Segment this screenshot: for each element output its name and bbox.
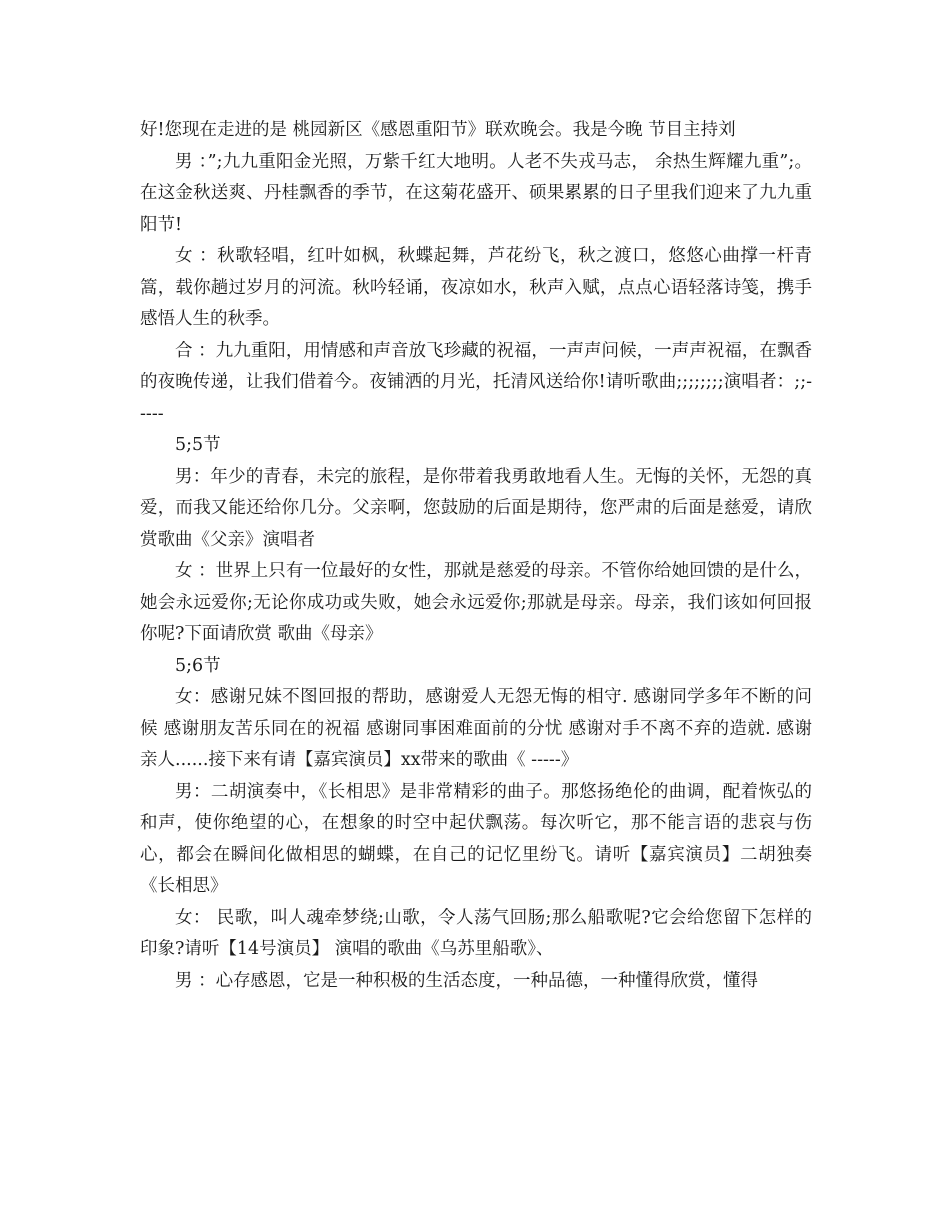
- paragraph-female-folk-song: 女： 民歌，叫人魂牵梦绕;山歌，令人荡气回肠;那么船歌呢?它会给您留下怎样的印象?请听【14号演员】 演唱的歌曲《乌苏里船歌》、: [140, 907, 812, 959]
- paragraph-together: 合 ：九九重阳，用情感和声音放飞珍藏的祝福，一声声问候，一声声祝福，在飘香的夜晚传递，让我们借着今。夜铺洒的月光，托清风送给你!请听歌曲;;;;;;;;演唱者：;;-----: [140, 340, 812, 424]
- paragraph-female-mother: 女 ：世界上只有一位最好的女性，那就是慈爱的母亲。不管你给她回馈的是什么，她会永远爱你;无论你成功或失败，她会永远爱你;那就是母亲。母亲，我们该如何回报你呢?下面请欣赏 歌曲《母亲》: [140, 561, 812, 644]
- paragraph-female-host-1: 女 ：秋歌轻唱，红叶如枫，秋蝶起舞，芦花纷飞，秋之渡口，悠悠心曲撑一杆青篙，载你趟过岁月的河流。秋吟轻诵，夜凉如水，秋声入赋，点点心语轻落诗笺，携手感悟人生的秋季。: [140, 246, 812, 329]
- paragraph-male-erhu: 男：二胡演奏中，《长相思》是非常精彩的曲子。那悠扬绝伦的曲调，配着恢弘的和声，使你绝望的心，在想象的时空中起伏飘荡。每次听它，那不能言语的悲哀与伤心，都会在瞬间化做相思的蝴蝶，在自己的记忆里纷飞。请听【嘉宾演员】二胡独奏 《长相思》: [140, 781, 812, 896]
- paragraph-opening: 好!您现在走进的是 桃园新区《感恩重阳节》联欢晚会。我是今晚 节目主持刘: [140, 120, 736, 140]
- paragraph-male-gratitude: 男 ：心存感恩，它是一种积极的生活态度，一种品德，一种懂得欣赏，懂得: [175, 970, 759, 991]
- paragraph-female-thanks: 女：感谢兄妹不图回报的帮助，感谢爱人无怨无悔的相守. 感谢同学多年不断的问候 感谢朋友苦乐同在的祝福 感谢同事困难面前的分忧 感谢对手不离不弃的造就. 感谢亲人......接下来有请【嘉宾演员】xx带来的歌曲《 -----》: [140, 687, 812, 770]
- paragraph-male-host-1: 男 ：”;九九重阳金光照，万紫千红大地明。人老不失戎马志， 余热生辉耀九重”;。在这金秋送爽、丹桂飘香的季节，在这菊花盛开、硕果累累的日子里我们迎来了九九重阳节!: [140, 151, 812, 235]
- document-body: [140, 115, 812, 997]
- section-heading-5-6: 5;6节: [175, 655, 221, 676]
- section-heading-5-5: 5;5节: [175, 435, 221, 455]
- paragraph-male-father: 男：年少的青春，未完的旅程，是你带着我勇敢地看人生。无悔的关怀，无怨的真爱，而我又能还给你几分。父亲啊，您鼓励的后面是期待，您严肃的后面是慈爱，请欣赏歌曲《父亲》演唱者: [140, 466, 812, 550]
